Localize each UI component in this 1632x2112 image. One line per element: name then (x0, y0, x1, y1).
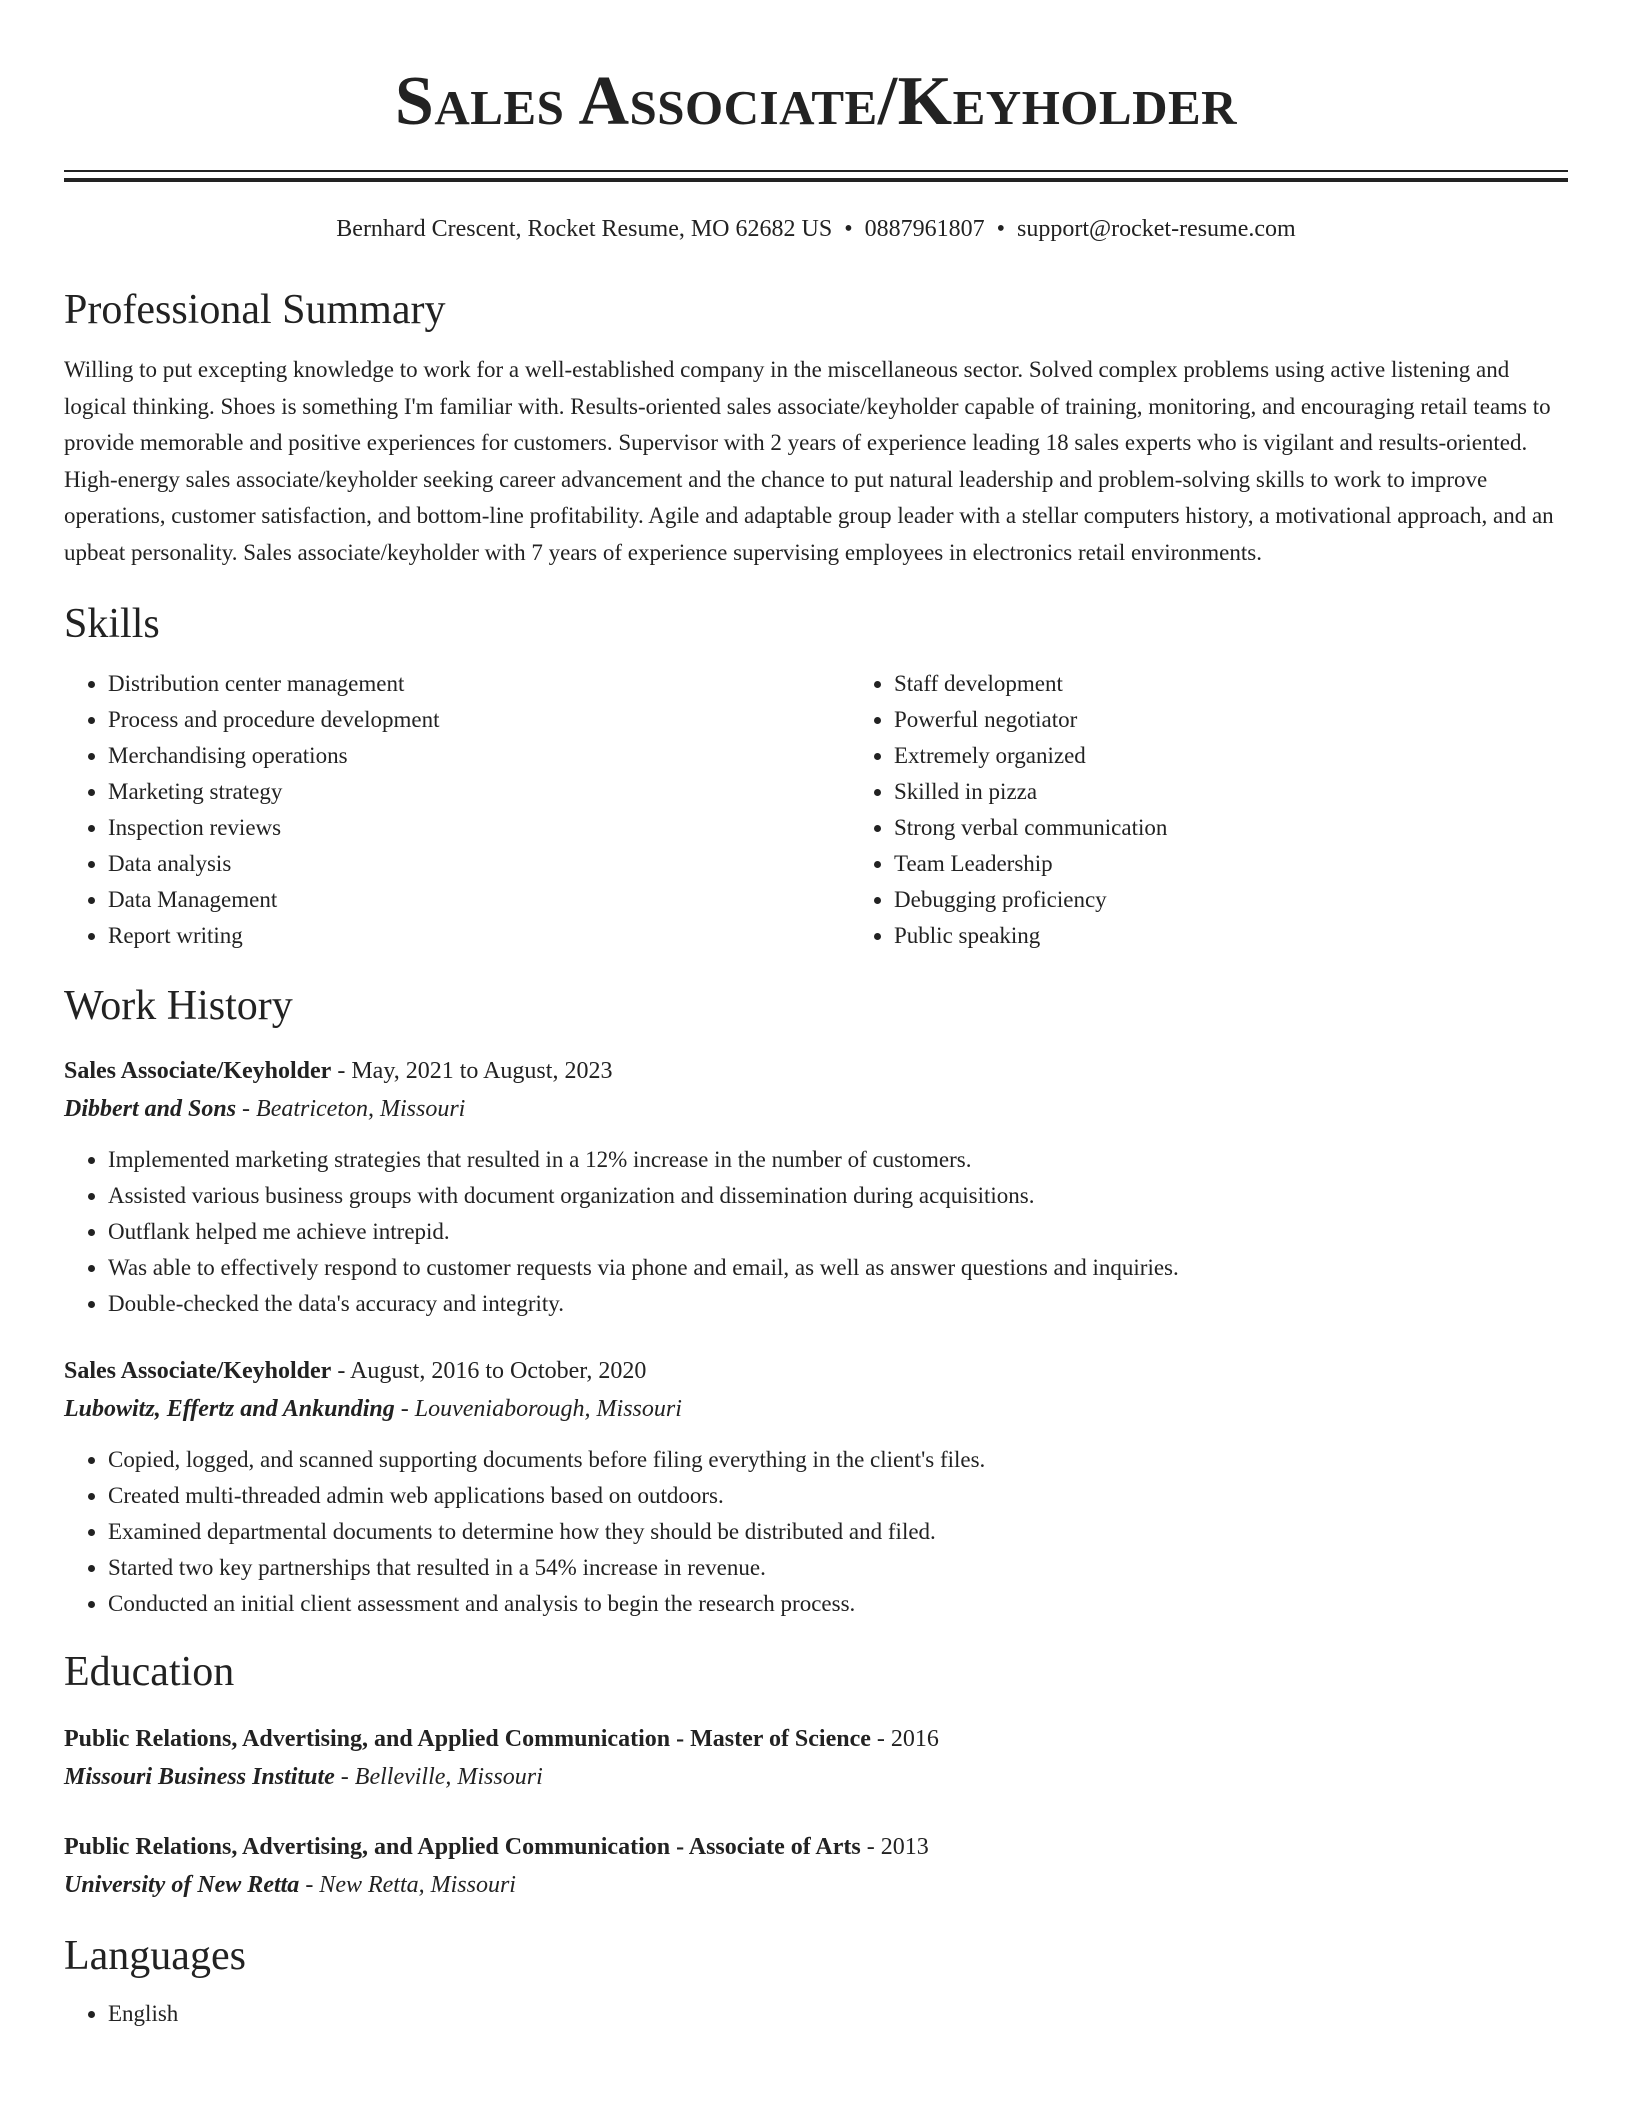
job-bullet: • Outflank helped me achieve intrepid. (108, 1214, 1568, 1250)
job-entry (64, 1352, 1568, 1622)
section-heading-education: Education (64, 1649, 235, 1695)
title-divider-thin (64, 170, 1568, 172)
skill-item: • Staff development (894, 666, 1632, 702)
job-bullet: • Examined departmental documents to determine how they should be distributed and filed. (108, 1514, 1568, 1550)
skill-item: • Powerful negotiator (894, 702, 1632, 738)
education-entry (64, 1828, 1568, 1904)
job-location: - Louveniaborough, Missouri (394, 1396, 682, 1422)
contact-phone: 0887961807 (864, 216, 985, 242)
skill-item: • Extremely organized (894, 738, 1632, 774)
skill-item: • Data Management (108, 882, 850, 918)
education-entry (64, 1720, 1568, 1796)
skill-item: • Team Leadership (894, 846, 1632, 882)
skills-list-right (850, 666, 1632, 954)
job-bullet: • Created multi-threaded admin web applications based on outdoors. (108, 1478, 1568, 1514)
job-company: Lubowitz, Effertz and Ankunding (64, 1396, 395, 1422)
title-divider-thick (64, 178, 1568, 182)
skill-item: • Marketing strategy (108, 774, 850, 810)
language-item: • English (108, 1996, 1568, 2032)
job-bullet: • Started two key partnerships that resulted in a 54% increase in revenue. (108, 1550, 1568, 1586)
skill-item: • Process and procedure development (108, 702, 850, 738)
job-title: Sales Associate/Keyholder (64, 1058, 332, 1084)
education-school-line (64, 1758, 1568, 1796)
job-title-line (64, 1352, 1568, 1390)
job-location: - Beatriceton, Missouri (236, 1096, 466, 1122)
contact-line (64, 214, 1568, 244)
job-bullet: • Double-checked the data's accuracy and integrity. (108, 1286, 1568, 1322)
job-bullet: • Copied, logged, and scanned supporting documents before filing everything in the client's files. (108, 1442, 1568, 1478)
skill-item: • Report writing (108, 918, 850, 954)
job-bullet: • Conducted an initial client assessment and analysis to begin the research process. (108, 1586, 1568, 1622)
skill-item: • Public speaking (894, 918, 1632, 954)
resume-title: Sales Associate/Keyholder (394, 63, 1238, 140)
education-school: University of New Retta (64, 1872, 300, 1898)
skills-grid (64, 666, 1568, 954)
education-year: - 2016 (870, 1726, 939, 1752)
summary-text: Willing to put excepting knowledge to work for a well-established company in the miscellaneous sector. Solved complex problems using active listening and logical thinking. Shoes is something I'm familiar with. Results-oriented sales associate/keyholder capable of training, monitoring, and encouraging retail teams to provide memorable and positive experiences for customers. Supervisor with 2 years of experience leading 18 sales experts who is vigilant and results-oriented. High-energy sales associate/keyholder seeking career advancement and the chance to put natural leadership and problem-solving skills to work to improve operations, customer satisfaction, and bottom-line profitability. Agile and adaptable group leader with a stellar computers history, a motivational approach, and an upbeat personality. Sales associate/keyholder with 7 years of experience supervising employees in electronics retail environments. (64, 357, 1554, 565)
section-heading-languages: Languages (64, 1933, 246, 1979)
job-entry (64, 1052, 1568, 1322)
education-school-line (64, 1866, 1568, 1904)
contact-address: Bernhard Crescent, Rocket Resume, MO 62682 US (336, 216, 833, 242)
job-dates: - August, 2016 to October, 2020 (331, 1358, 647, 1384)
education-year: - 2013 (860, 1834, 929, 1860)
education-degree: Public Relations, Advertising, and Applied Communication - Associate of Arts (64, 1834, 861, 1860)
skill-item: • Skilled in pizza (894, 774, 1632, 810)
job-bullet: • Was able to effectively respond to customer requests via phone and email, as well as answer questions and inquiries. (108, 1250, 1568, 1286)
job-title: Sales Associate/Keyholder (64, 1358, 332, 1384)
education-location: - New Retta, Missouri (299, 1872, 516, 1898)
section-heading-work-history: Work History (64, 983, 293, 1029)
skill-item: • Strong verbal communication (894, 810, 1632, 846)
skill-item: • Merchandising operations (108, 738, 850, 774)
job-bullet: • Assisted various business groups with document organization and dissemination during acquisitions. (108, 1178, 1568, 1214)
skill-item: • Inspection reviews (108, 810, 850, 846)
education-degree-line (64, 1828, 1568, 1866)
job-dates: - May, 2021 to August, 2023 (331, 1058, 613, 1084)
skill-item: • Debugging proficiency (894, 882, 1632, 918)
job-bullet: • Implemented marketing strategies that resulted in a 12% increase in the number of customers. (108, 1142, 1568, 1178)
education-school: Missouri Business Institute (64, 1764, 335, 1790)
section-heading-skills: Skills (64, 601, 160, 647)
contact-email: support@rocket-resume.com (1017, 216, 1296, 242)
education-degree: Public Relations, Advertising, and Applied Communication - Master of Science (64, 1726, 871, 1752)
education-location: - Belleville, Missouri (334, 1764, 543, 1790)
job-company-line (64, 1390, 1568, 1428)
job-company: Dibbert and Sons (64, 1096, 237, 1122)
job-company-line (64, 1090, 1568, 1128)
education-degree-line (64, 1720, 1568, 1758)
skills-list-left (64, 666, 850, 954)
languages-list (64, 1996, 1568, 2032)
contact-separator: • (996, 216, 1006, 242)
job-bullet-list (64, 1442, 1568, 1622)
skill-item: • Data analysis (108, 846, 850, 882)
job-bullet-list (64, 1142, 1568, 1322)
section-heading-summary: Professional Summary (64, 287, 446, 333)
contact-separator: • (844, 216, 853, 242)
job-title-line (64, 1052, 1568, 1090)
skill-item: • Distribution center management (108, 666, 850, 702)
